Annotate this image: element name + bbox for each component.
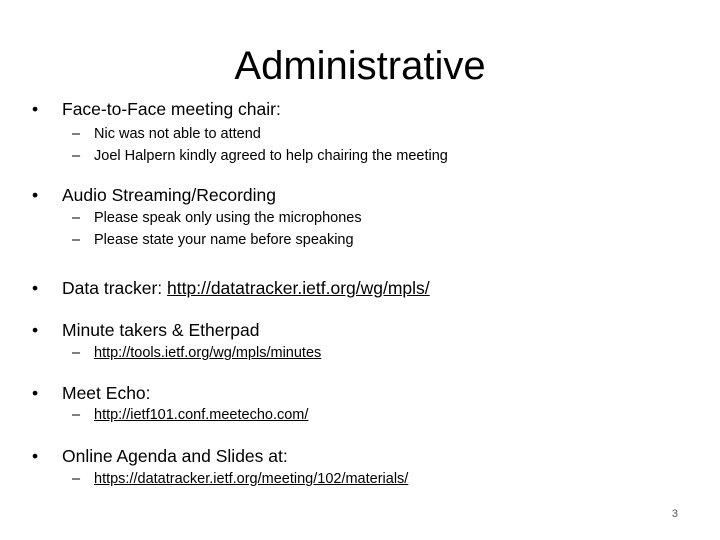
materials-link[interactable]: https://datatracker.ietf.org/meeting/102/materials/ (94, 471, 409, 487)
bullet-text: Face-to-Face meeting chair: (62, 99, 281, 119)
subitem-materials-link (72, 469, 408, 489)
subitem-minutes-link (72, 343, 321, 363)
bullet-dot: • (32, 446, 39, 466)
bullet-dot: • (32, 383, 39, 403)
bullet-online-agenda (32, 445, 288, 467)
bullet-meeting-chair (32, 98, 281, 120)
subitem-text: Joel Halpern kindly agreed to help chairing the meeting (94, 148, 448, 164)
page-number: 3 (671, 508, 678, 520)
bullet-meet-echo (32, 382, 151, 404)
bullet-dot: • (32, 320, 39, 340)
subitem-meetecho-link (72, 405, 308, 425)
subitem-text: Please state your name before speaking (94, 232, 354, 248)
meetecho-link[interactable]: http://ietf101.conf.meetecho.com/ (94, 407, 309, 423)
sub-dash: – (72, 126, 81, 142)
bullet-data-tracker (32, 277, 430, 299)
bullet-minute-takers (32, 319, 259, 341)
bullet-text: Data tracker: (62, 278, 168, 298)
subitem-text: Please speak only using the microphones (94, 210, 362, 226)
bullet-dot: • (32, 278, 39, 298)
bullet-text: Audio Streaming/Recording (62, 185, 277, 205)
bullet-text: Meet Echo: (62, 383, 151, 403)
bullet-text: Minute takers & Etherpad (62, 320, 260, 340)
sub-dash: – (72, 471, 81, 487)
sub-dash: – (72, 148, 81, 164)
bullet-dot: • (32, 185, 39, 205)
subitem-text: Nic was not able to attend (94, 126, 261, 142)
sub-dash: – (72, 232, 81, 248)
sub-dash: – (72, 407, 81, 423)
subitem-joel-chair (72, 146, 448, 166)
subitem-microphones (72, 208, 362, 228)
slide-title: Administrative (234, 44, 486, 88)
bullet-dot: • (32, 99, 39, 119)
subitem-nic-absent (72, 124, 261, 144)
sub-dash: – (72, 345, 81, 361)
sub-dash: – (72, 210, 81, 226)
datatracker-link[interactable]: http://datatracker.ietf.org/wg/mpls/ (167, 278, 430, 298)
minutes-link[interactable]: http://tools.ietf.org/wg/mpls/minutes (94, 345, 322, 361)
bullet-audio-streaming (32, 184, 276, 206)
subitem-state-name (72, 230, 354, 250)
bullet-text: Online Agenda and Slides at: (62, 446, 288, 466)
